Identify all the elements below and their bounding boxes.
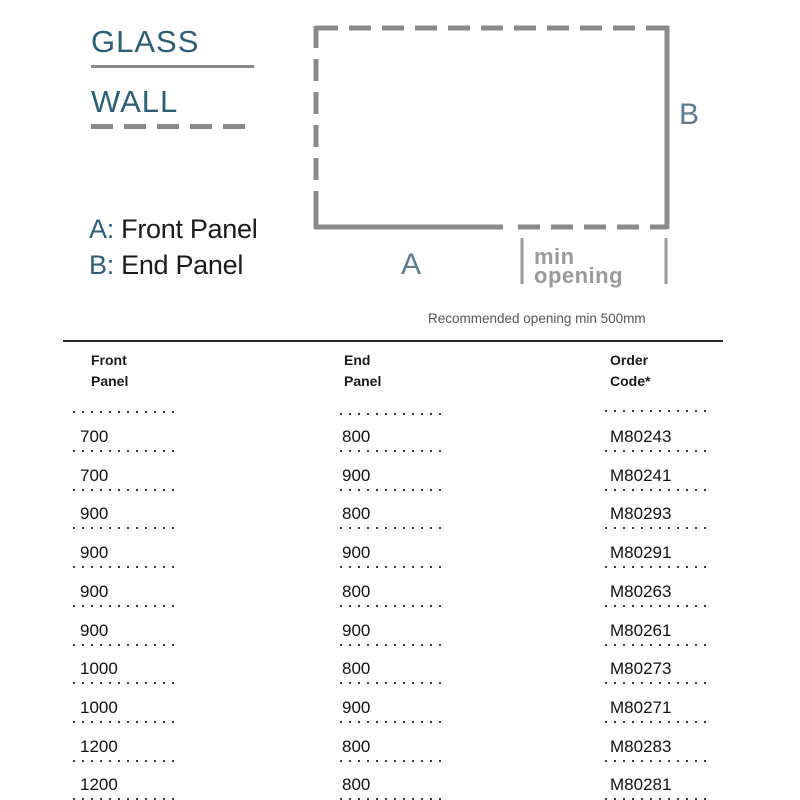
header-front-line1: Front	[91, 352, 127, 368]
recommended-opening-note: Recommended opening min 500mm	[428, 311, 646, 326]
dotted-separator	[73, 760, 179, 762]
header-front-line2: Panel	[91, 373, 129, 389]
dotted-separator	[605, 566, 711, 568]
table-cell-front-panel: 900	[80, 543, 109, 563]
dotted-separator	[605, 721, 711, 723]
table-cell-order-code: M80283	[610, 736, 672, 756]
table-cell-end-panel: 900	[342, 620, 371, 640]
table-cell-front-panel: 900	[80, 620, 109, 640]
header-end-panel	[344, 350, 464, 392]
table-cell-end-panel: 800	[342, 659, 371, 679]
dotted-separator	[340, 721, 446, 723]
table-cell-order-code: M80293	[610, 504, 672, 524]
dotted-separator	[605, 605, 711, 607]
dotted-separator	[605, 760, 711, 762]
dotted-separator	[340, 450, 446, 452]
dotted-separator	[340, 489, 446, 491]
header-order-line1: Order	[610, 352, 649, 368]
dotted-separator	[340, 644, 446, 646]
enclosure-diagram	[0, 0, 800, 340]
table-cell-order-code: M80263	[610, 581, 672, 601]
key-end-text: End Panel	[121, 250, 244, 280]
table-cell-order-code: M80281	[610, 775, 672, 795]
header-order-code	[610, 350, 730, 392]
table-cell-end-panel: 900	[342, 465, 371, 485]
dotted-separator	[73, 605, 179, 607]
table-cell-front-panel: 1000	[80, 659, 118, 679]
table-cell-front-panel: 900	[80, 504, 109, 524]
table-cell-front-panel: 1000	[80, 697, 118, 717]
dotted-separator	[73, 450, 179, 452]
dotted-separator	[605, 644, 711, 646]
dotted-separator	[605, 527, 711, 529]
header-order-line2: Code*	[610, 373, 651, 389]
table-cell-order-code: M80243	[610, 427, 672, 446]
dotted-separator	[340, 527, 446, 529]
table-cell-end-panel: 800	[342, 504, 371, 524]
dotted-separator	[73, 721, 179, 723]
table-cell-end-panel: 900	[342, 543, 371, 563]
table-cell-front-panel: 700	[80, 427, 109, 446]
dotted-separator	[605, 450, 711, 452]
table-cell-order-code: M80291	[610, 543, 672, 563]
dotted-separator	[605, 410, 711, 412]
dotted-separator	[605, 489, 711, 491]
dotted-separator	[340, 605, 446, 607]
dotted-separator	[73, 527, 179, 529]
dotted-separator	[340, 413, 446, 415]
table-cell-front-panel: 1200	[80, 775, 118, 795]
key-front-text: Front Panel	[121, 214, 258, 244]
dotted-separator	[605, 682, 711, 684]
dotted-separator	[340, 682, 446, 684]
diagram-label-b: B	[679, 98, 700, 131]
table-cell-order-code: M80273	[610, 659, 672, 679]
table-cell-order-code: M80261	[610, 620, 672, 640]
min-opening-label-opening: opening	[534, 263, 624, 288]
table-top-rule	[63, 340, 723, 342]
table-cell-order-code: M80241	[610, 465, 672, 485]
table-cell-end-panel: 800	[342, 775, 371, 795]
dotted-separator	[73, 682, 179, 684]
table-cell-end-panel: 800	[342, 736, 371, 756]
table-cell-front-panel: 1200	[80, 736, 118, 756]
table-cell-end-panel: 800	[342, 427, 371, 446]
header-end-line1: End	[344, 352, 371, 368]
header-front-panel	[91, 350, 211, 392]
dotted-separator	[73, 566, 179, 568]
table-cell-front-panel: 900	[80, 581, 109, 601]
table-cell-front-panel: 700	[80, 465, 109, 485]
dotted-separator	[73, 489, 179, 491]
header-end-line2: Panel	[344, 373, 382, 389]
key-front-letter: A:	[89, 214, 114, 244]
dotted-separator	[73, 644, 179, 646]
dotted-separator	[340, 760, 446, 762]
min-opening-label-min: min	[534, 244, 575, 269]
table-cell-end-panel: 900	[342, 697, 371, 717]
dotted-separator	[340, 566, 446, 568]
key-end-letter: B:	[89, 250, 114, 280]
table-cell-end-panel: 800	[342, 581, 371, 601]
wall-legend-label: WALL	[91, 84, 179, 119]
glass-legend-label: GLASS	[91, 24, 200, 59]
table-cell-order-code: M80271	[610, 697, 672, 717]
diagram-label-a: A	[401, 248, 422, 281]
dotted-separator	[73, 411, 179, 413]
